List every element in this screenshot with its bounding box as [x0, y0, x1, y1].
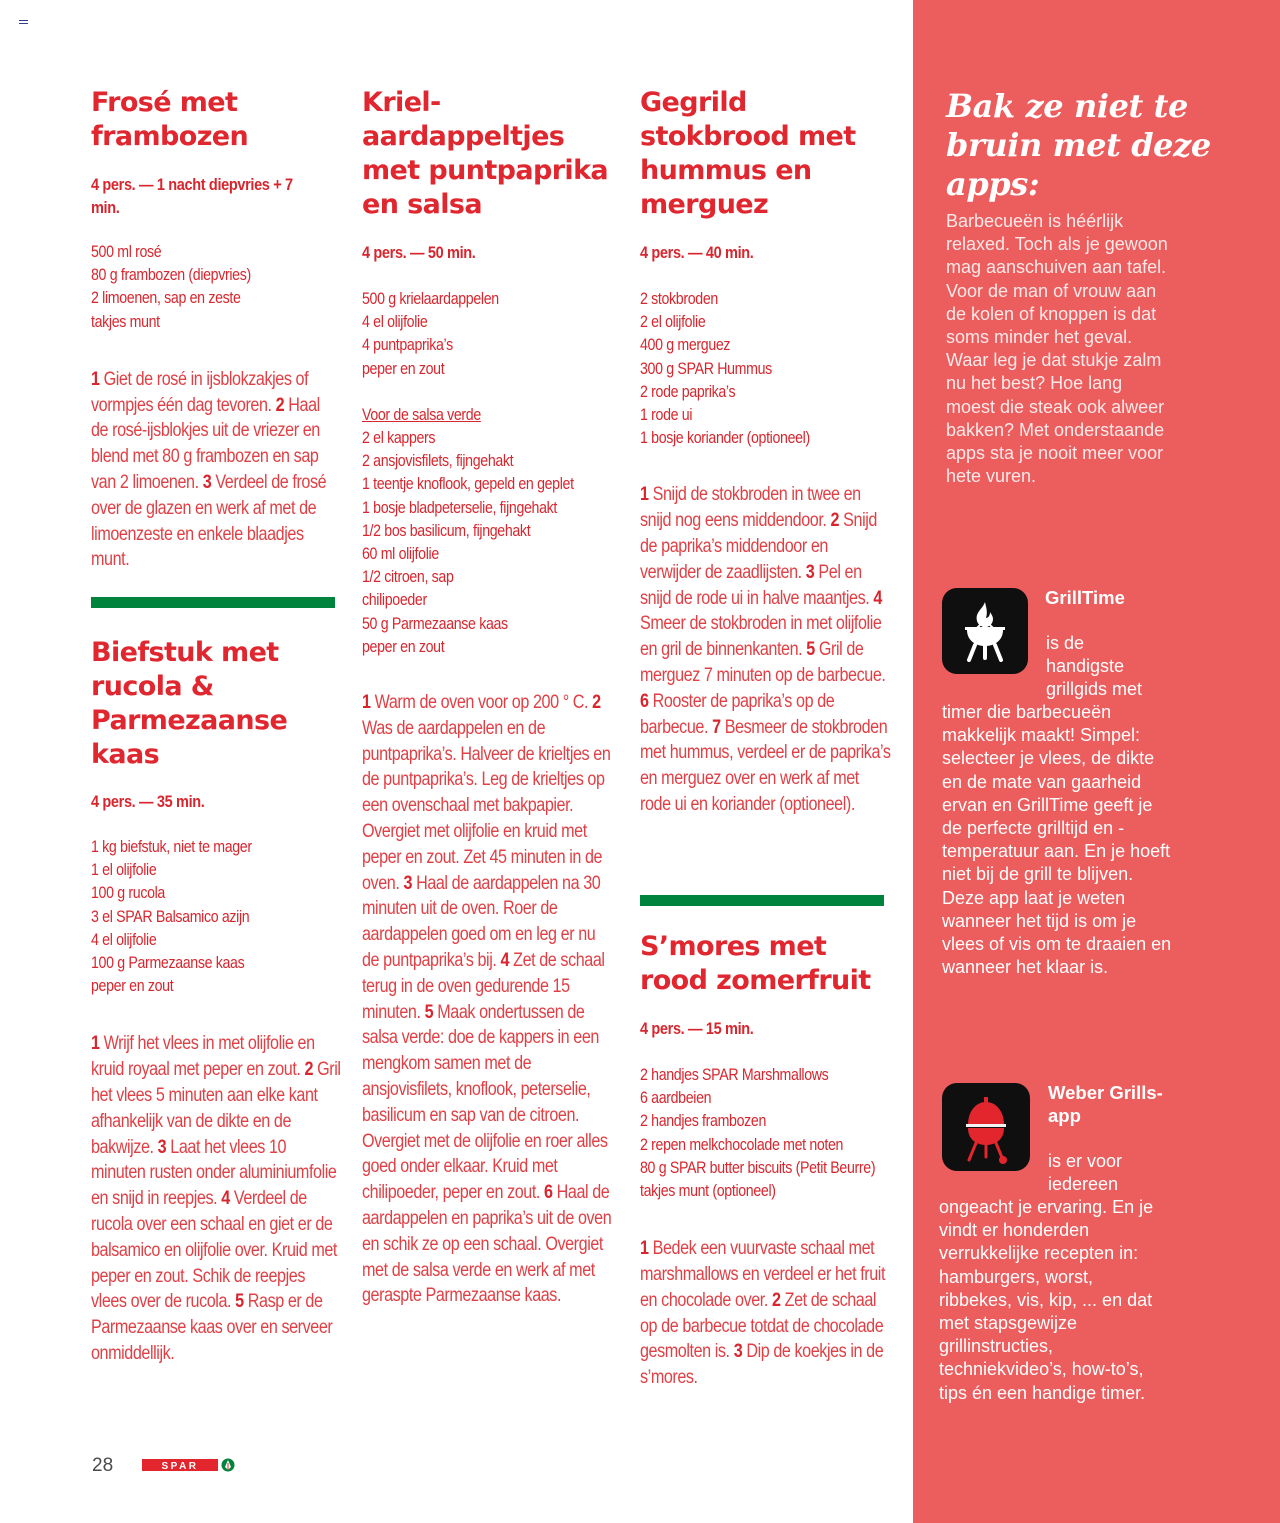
recipe-meta-stokbrood: 4 pers. — 40 min. [640, 244, 754, 262]
step-number: 5 [424, 1001, 434, 1023]
ingredient-item: 1 bosje koriander (optioneel) [640, 429, 810, 448]
recipe-title-biefstuk: Biefstuk met rucola & Parmezaanse kaas [91, 637, 288, 770]
ingredients-stokbrood [640, 288, 857, 450]
step-text: Wrijf het vlees in met olijfolie en kruid royaal met peper en zout. [91, 1033, 315, 1081]
step-number: 6 [544, 1182, 553, 1204]
ingredient-item: peper en zout [362, 359, 445, 378]
salsa-ingredients [362, 404, 577, 427]
step-text: Laat het vlees 10 minuten rusten onder aluminiumfolie en snijd in reepjes. [91, 1136, 337, 1210]
step-number: 1 [91, 1033, 100, 1055]
step-text: Haal de aardappelen na 30 minuten uit de oven. Roer de aardappelen goed om en leg er nu de puntpaprika’s bij. [362, 872, 601, 972]
app-name-grilltime: GrillTime [1045, 587, 1125, 608]
recipe-title-kriel: Kriel-aardappeltjes met puntpaprika en salsa [362, 87, 609, 220]
step-number: 1 [91, 368, 100, 390]
recipe-meta-kriel: 4 pers. — 50 min. [362, 244, 476, 262]
step-number: 3 [805, 561, 815, 583]
ingredient-item: 50 g Parmezaanse kaas [362, 614, 508, 633]
ingredient-item: 100 g rucola [91, 884, 165, 903]
step-text: Bedek een vuurvaste schaal met marshmallows en verdeel er het fruit en chocolade over. [640, 1238, 886, 1311]
steps-biefstuk [91, 1031, 341, 1366]
column-1-lower [91, 636, 341, 1367]
ingredient-item: 2 handjes SPAR Marshmallows [640, 1066, 829, 1084]
step-text: Snijd de paprika’s middendoor en verwijder de zaadlijsten. [640, 510, 877, 583]
ingredient-item: 500 g krielaardappelen [362, 290, 499, 308]
recipe-title-stokbrood: Gegrild stokbrood met hummus en merguez [640, 87, 856, 220]
step-number: 5 [235, 1291, 244, 1313]
ingredient-item: peper en zout [91, 977, 174, 996]
step-number: 3 [733, 1341, 743, 1363]
step-text: Gril het vlees 5 minuten aan elke kant afhankelijk van de dikte en de bakwijze. [91, 1059, 341, 1158]
ingredient-item: 100 g Parmezaanse kaas [91, 954, 245, 973]
recipe-meta-frose: 4 pers. — 1 nacht diepvries + 7 min. [91, 176, 293, 217]
column-3-lower [640, 930, 892, 1391]
ingredient-item: chilipoeder [362, 591, 427, 610]
step-number: 2 [592, 692, 601, 714]
steps-kriel [362, 690, 612, 1309]
step-number: 1 [640, 484, 649, 506]
ingredients-biefstuk [91, 836, 306, 998]
step-text: Giet de rosé in ijsblokzakjes of vormpjes één dag tevoren. [91, 368, 309, 416]
ingredient-item: 300 g SPAR Hummus [640, 359, 772, 378]
kettle-grill-icon[interactable] [942, 1083, 1030, 1171]
salsa-list [362, 427, 577, 659]
ingredient-item: 3 el SPAR Balsamico azijn [91, 907, 250, 926]
step-text: Rooster de paprika’s op de barbecue. [640, 690, 835, 738]
salsa-block [362, 404, 612, 659]
grill-flame-icon[interactable] [942, 588, 1028, 674]
step-text: Pel en snijd de rode ui in halve maantjes. [640, 561, 870, 609]
step-number: 4 [500, 950, 510, 972]
ingredient-item: takjes munt (optioneel) [640, 1182, 776, 1201]
section-divider [91, 597, 335, 608]
step-text: Verdeel de rucola over een schaal en giet er de balsamico en olijfolie over. Kruid met peper en zout. Schik de reepjes vlees over de rucola. [91, 1188, 337, 1313]
step-number: 2 [830, 510, 840, 532]
section-divider [640, 895, 884, 906]
step-text: Zet de schaal op de barbecue totdat de chocolade gesmolten is. [640, 1289, 884, 1363]
step-number: 7 [712, 716, 721, 738]
step-text: Haal de aardappelen en paprika’s uit de oven en schik ze op een schaal. Overgiet met de salsa verde en werk af met geraspte Parmezaanse kaas. [362, 1182, 612, 1307]
ingredient-item: 1/2 citroen, sap [362, 568, 454, 587]
ingredient-item: 2 repen melkchocolade met noten [640, 1135, 844, 1154]
column-1 [91, 86, 341, 573]
panel-title: Bak ze niet te bruin met deze apps: [946, 87, 1211, 203]
ingredient-item: 6 aardbeien [640, 1089, 712, 1108]
page-number: 28 [92, 1455, 114, 1476]
step-text: Gril de merguez 7 minuten op de barbecue. [640, 639, 886, 686]
step-number: 3 [157, 1136, 167, 1158]
step-number: 6 [640, 690, 649, 712]
ingredient-item: 2 limoenen, sap en zeste [91, 289, 241, 308]
step-text: Snijd de stokbroden in twee en snijd nog eens middendoor. [640, 484, 861, 532]
column-2 [362, 86, 612, 1309]
steps-stokbrood [640, 482, 892, 817]
column-3 [640, 86, 892, 818]
ingredient-item: 1/2 bos basilicum, fijngehakt [362, 521, 531, 540]
step-number: 1 [362, 692, 371, 714]
ingredient-item: peper en zout [362, 637, 445, 656]
ingredient-item: 80 g frambozen (diepvries) [91, 266, 251, 285]
step-text: Maak ondertussen de salsa verde: doe de kappers in een mengkom samen met de ansjovisfilets, knoflook, peterselie, basilicum en sap van de citroen. Overgiet met de olijfolie en roer alles goed onder elkaar. Kruid met chilipoeder, peper en zout. [362, 1001, 608, 1204]
ingredient-item: 2 ansjovisfilets, fijngehakt [362, 452, 514, 471]
ingredient-item: 1 kg biefstuk, niet te mager [91, 838, 252, 856]
panel-intro: Barbecueën is héérlijk relaxed. Toch als je gewoon mag aanschuiven aan tafel. Voor de man of vrouw aan de kolen of knoppen is dat soms minder het geval. Waar leg je dat stukje zalm nu het best? Hoe lang moest die steak ook alweer bakken? Met onderstaande apps sta je nooit meer voor hete vuren. [946, 211, 1168, 487]
ingredients-kriel [362, 288, 577, 381]
ingredients-frose [91, 241, 306, 334]
step-text: Besmeer de stokbroden met hummus, verdeel er de paprika’s en merguez over en werk af met rode ui en koriander (optioneel). [640, 716, 891, 815]
step-number: 2 [304, 1059, 314, 1081]
step-text: Zet de schaal terug in de oven gedurende 15 minuten. [362, 950, 605, 1023]
apps-panel [913, 0, 1280, 1523]
logo-text: SPAR [161, 1461, 199, 1472]
step-text: Smeer de stokbroden in met olijfolie en gril de binnenkanten. [640, 613, 882, 661]
ingredient-item: 1 el olijfolie [91, 861, 157, 880]
step-number: 5 [806, 639, 815, 661]
ingredient-item: 1 bosje bladpeterselie, fijngehakt [362, 498, 557, 517]
step-number: 3 [403, 872, 413, 894]
step-text: Verdeel de frosé over de glazen en werk af met de limoenzeste en enkele blaadjes munt. [91, 472, 327, 571]
salsa-heading: Voor de salsa verde [362, 405, 481, 424]
step-text: Warm de oven voor op 200 ° C. [374, 692, 589, 714]
ingredient-item: 2 stokbroden [640, 290, 718, 308]
ingredient-item: 500 ml rosé [91, 243, 162, 261]
ingredient-item: takjes munt [91, 312, 160, 331]
step-number: 4 [221, 1188, 230, 1210]
app-text-weber: ongeacht je ervaring. En je vindt er honderden verrukkelijke recepten in: hamburgers, worst, ribbekes, vis, kip, ... en dat met stapsgewijze grillinstructies, techniekvideo’s, how-to’s, tips én een handige timer. [939, 1197, 1154, 1403]
ingredient-item: 80 g SPAR butter biscuits (Petit Beurre) [640, 1158, 876, 1177]
steps-frose [91, 367, 341, 573]
menu-icon[interactable] [19, 20, 28, 26]
ingredient-item: 1 teentje knoflook, gepeld en geplet [362, 475, 574, 494]
ingredient-item: 1 rode ui [640, 406, 693, 425]
step-text: Rasp er de Parmezaanse kaas over en serveer onmiddellijk. [91, 1291, 333, 1364]
recipe-title-smores: S’mores met rood zomerfruit [640, 931, 871, 996]
step-number: 2 [772, 1289, 781, 1311]
step-text: Haal de rosé-ijsblokjes uit de vriezer en blend met 80 g frambozen en sap van 2 limoenen. [91, 394, 320, 493]
ingredient-item: 2 handjes frambozen [640, 1112, 766, 1131]
ingredient-item: 60 ml olijfolie [362, 545, 439, 564]
ingredient-item: 4 el olijfolie [91, 930, 157, 949]
app-text-grilltime: timer die barbecueën makkelijk maakt! Simpel: selecteer je vlees, de dikte en de mate van gaarheid ervan en GrillTime geeft je de perfecte grilltijd en -temperatuur aan. En je hoeft niet bij de grill te blijven. Deze app laat je weten wanneer het tijd is om je vlees of vis om te draaien en wanneer het klaar is. [942, 702, 1172, 978]
app-lead-weber: is er voor iedereen [1048, 1151, 1123, 1195]
app-lead-grilltime: is de handigste grillgids met [1046, 633, 1143, 700]
steps-smores [640, 1236, 892, 1391]
recipe-meta-smores: 4 pers. — 15 min. [640, 1020, 754, 1038]
step-number: 2 [275, 394, 285, 416]
app-name-weber: Weber Grills-app [1048, 1082, 1163, 1126]
ingredient-item: 2 rode paprika’s [640, 382, 736, 401]
step-text: Dip de koekjes in de s’mores. [640, 1341, 884, 1389]
step-number: 4 [873, 587, 882, 609]
step-number: 1 [640, 1238, 649, 1260]
ingredient-item: 2 el kappers [362, 429, 436, 448]
step-number: 3 [202, 472, 212, 493]
recipe-title-frose: Frosé met frambozen [91, 87, 249, 152]
ingredient-item: 400 g merguez [640, 336, 731, 355]
recipe-meta-biefstuk: 4 pers. — 35 min. [91, 793, 205, 811]
ingredient-item: 4 el olijfolie [362, 313, 428, 332]
ingredients-smores [640, 1064, 876, 1203]
step-text: Was de aardappelen en de puntpaprika’s. Halveer de krieltjes en de puntpaprika’s. Leg de krieltjes op een ovenschaal met bakpapier. Overgiet met olijfolie en kruid met peper en zout. Zet 45 minuten in de oven. [362, 717, 611, 894]
ingredient-item: 2 el olijfolie [640, 313, 706, 332]
spar-logo [142, 1458, 236, 1477]
ingredient-item: 4 puntpaprika’s [362, 336, 453, 355]
